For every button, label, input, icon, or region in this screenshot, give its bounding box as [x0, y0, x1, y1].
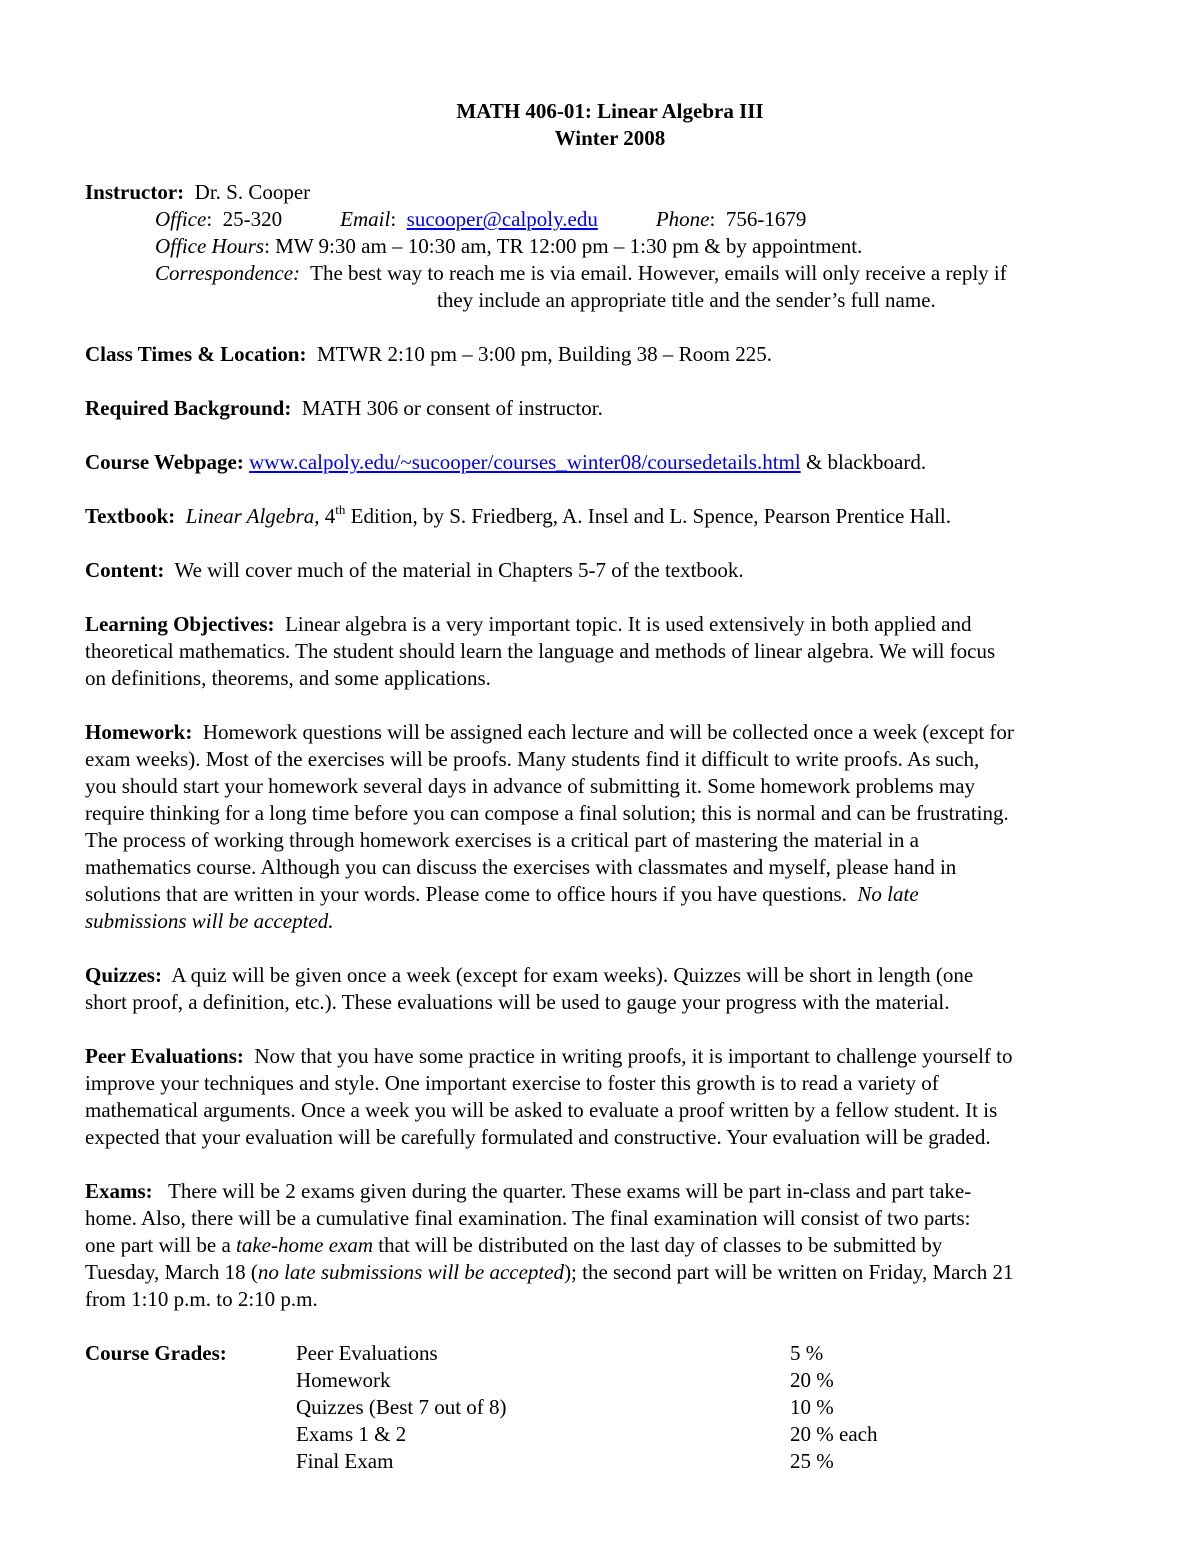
webpage-label: Course Webpage: [85, 450, 244, 474]
objectives-line: Linear algebra is a very important topic. It is used extensively in both applied and [285, 612, 972, 636]
background-text: MATH 306 or consent of instructor. [301, 396, 603, 420]
office-value: 25-320 [222, 207, 283, 231]
grades-table [85, 1340, 1135, 1475]
term-title: Winter 2008 [554, 126, 666, 150]
homework-line: solutions that are written in your words. Please come to office hours if you have questions. [85, 882, 847, 906]
grade-item-weight: 10 % [790, 1395, 834, 1419]
instructor-label: Instructor: [85, 180, 185, 204]
correspondence-label: Correspondence: [155, 261, 301, 285]
course-webpage-link[interactable]: www.calpoly.edu/~sucooper/courses_winter08/coursedetails.html [249, 450, 801, 474]
textbook-section: Textbook: Linear Algebra, 4th Edition, by S. Friedberg, A. Insel and L. Spence, Pearson Prentice Hall. [85, 502, 952, 528]
homework-line: mathematics course. Although you can discuss the exercises with classmates and myself, please hand in [85, 855, 957, 879]
textbook-title: Linear Algebra [185, 504, 315, 528]
objectives-line: on definitions, theorems, and some applications. [85, 666, 491, 690]
instructor-name: Dr. S. Cooper [194, 180, 311, 204]
email-label: Email [340, 207, 391, 231]
exams-line: There will be 2 exams given during the quarter. These exams will be part in-class and part take- [168, 1179, 972, 1203]
homework-line: you should start your homework several days in advance of submitting it. Some homework problems may [85, 774, 976, 798]
background-section [85, 395, 1135, 422]
content-section [85, 557, 1135, 584]
textbook-details: Edition, by S. Friedberg, A. Insel and L. Spence, Pearson Prentice Hall. [350, 504, 952, 528]
exams-label: Exams: [85, 1179, 153, 1203]
peer-line: expected that your evaluation will be carefully formulated and constructive. Your evaluation will be graded. [85, 1125, 991, 1149]
objectives-line: theoretical mathematics. The student should learn the language and methods of linear algebra. We will focus [85, 639, 996, 663]
office-hours-value: MW 9:30 am – 10:30 am, TR 12:00 pm – 1:30 pm & by appointment. [275, 234, 863, 258]
homework-late-policy-cont: submissions will be accepted. [85, 909, 334, 933]
homework-line: The process of working through homework exercises is a critical part of mastering the material in a [85, 828, 919, 852]
textbook-label: Textbook: [85, 504, 176, 528]
exams-line: ); the second part will be written on Friday, March 21 [564, 1260, 1014, 1284]
phone-label: Phone [655, 207, 710, 231]
peer-line: Now that you have some practice in writing proofs, it is important to challenge yourself to [254, 1044, 1013, 1068]
peer-label: Peer Evaluations: [85, 1044, 244, 1068]
textbook-edition-suffix: th [335, 502, 346, 517]
objectives-label: Learning Objectives: [85, 612, 275, 636]
take-home-exam: take-home exam [236, 1233, 374, 1257]
office-hours-line: Office Hours: MW 9:30 am – 10:30 am, TR 12:00 pm – 1:30 pm & by appointment. [155, 234, 863, 258]
office-label: Office [155, 207, 207, 231]
course-title: MATH 406-01: Linear Algebra III [456, 99, 764, 123]
exams-line: home. Also, there will be a cumulative final examination. The final examination will consist of two parts: [85, 1206, 971, 1230]
homework-line: exam weeks). Most of the exercises will be proofs. Many students find it difficult to write proofs. As such, [85, 747, 980, 771]
homework-label: Homework: [85, 720, 193, 744]
peer-line: mathematical arguments. Once a week you will be asked to evaluate a proof written by a fellow student. It is [85, 1098, 998, 1122]
class-times-section [85, 341, 1135, 368]
quizzes-line: short proof, a definition, etc.). These evaluations will be used to gauge your progress with the material. [85, 990, 950, 1014]
content-text: We will cover much of the material in Chapters 5-7 of the textbook. [174, 558, 744, 582]
grade-item-name: Final Exam [296, 1449, 394, 1473]
objectives-section [85, 611, 1135, 692]
grade-item-name: Homework [296, 1368, 391, 1392]
email-link[interactable]: sucooper@calpoly.edu [406, 207, 598, 231]
syllabus-page [85, 98, 1135, 1475]
grades-label: Course Grades: [85, 1341, 227, 1365]
textbook-edition-number: 4 [324, 504, 336, 528]
grade-item-weight: 5 % [790, 1341, 824, 1365]
webpage-suffix: & blackboard. [805, 450, 927, 474]
grade-item-name: Exams 1 & 2 [296, 1422, 407, 1446]
background-label: Required Background: [85, 396, 292, 420]
instructor-section [85, 179, 1135, 314]
exams-line: from 1:10 p.m. to 2:10 p.m. [85, 1287, 318, 1311]
grade-item-name: Quizzes (Best 7 out of 8) [296, 1395, 507, 1419]
contact-line: Office: 25-320 Email: sucooper@calpoly.edu Phone: 756-1679 [155, 207, 807, 231]
exams-line: one part will be a [85, 1233, 231, 1257]
grade-item-weight: 20 % [790, 1368, 834, 1392]
homework-section [85, 719, 1135, 935]
homework-line: Homework questions will be assigned each lecture and will be collected once a week (except for [202, 720, 1014, 744]
correspondence-text-2: they include an appropriate title and the sender’s full name. [437, 288, 936, 312]
peer-section [85, 1043, 1135, 1151]
quizzes-label: Quizzes: [85, 963, 162, 987]
homework-late-policy: No late [857, 882, 919, 906]
correspondence-text-1: The best way to reach me is via email. However, emails will only receive a reply if [310, 261, 1007, 285]
exams-line: Tuesday, March 18 ( [85, 1260, 258, 1284]
exams-section [85, 1178, 1135, 1313]
quizzes-line: A quiz will be given once a week (except for exam weeks). Quizzes will be short in length (one [171, 963, 974, 987]
homework-line: require thinking for a long time before you can compose a final solution; this is normal and can be frustrating. [85, 801, 1009, 825]
class-times-text: MTWR 2:10 pm – 3:00 pm, Building 38 – Room 225. [316, 342, 773, 366]
class-times-label: Class Times & Location: [85, 342, 307, 366]
grade-item-weight: 20 % each [790, 1422, 878, 1446]
grade-item-name: Peer Evaluations [296, 1341, 438, 1365]
peer-line: improve your techniques and style. One important exercise to foster this growth is to read a variety of [85, 1071, 939, 1095]
phone-value: 756-1679 [725, 207, 807, 231]
exams-line: that will be distributed on the last day of classes to be submitted by [378, 1233, 943, 1257]
quizzes-section [85, 962, 1135, 1016]
grade-item-weight: 25 % [790, 1449, 834, 1473]
content-label: Content: [85, 558, 165, 582]
office-hours-label: Office Hours [155, 234, 265, 258]
correspondence-line [85, 260, 1135, 287]
webpage-section [85, 449, 1135, 476]
exams-late-policy: no late submissions will be accepted [257, 1260, 565, 1284]
